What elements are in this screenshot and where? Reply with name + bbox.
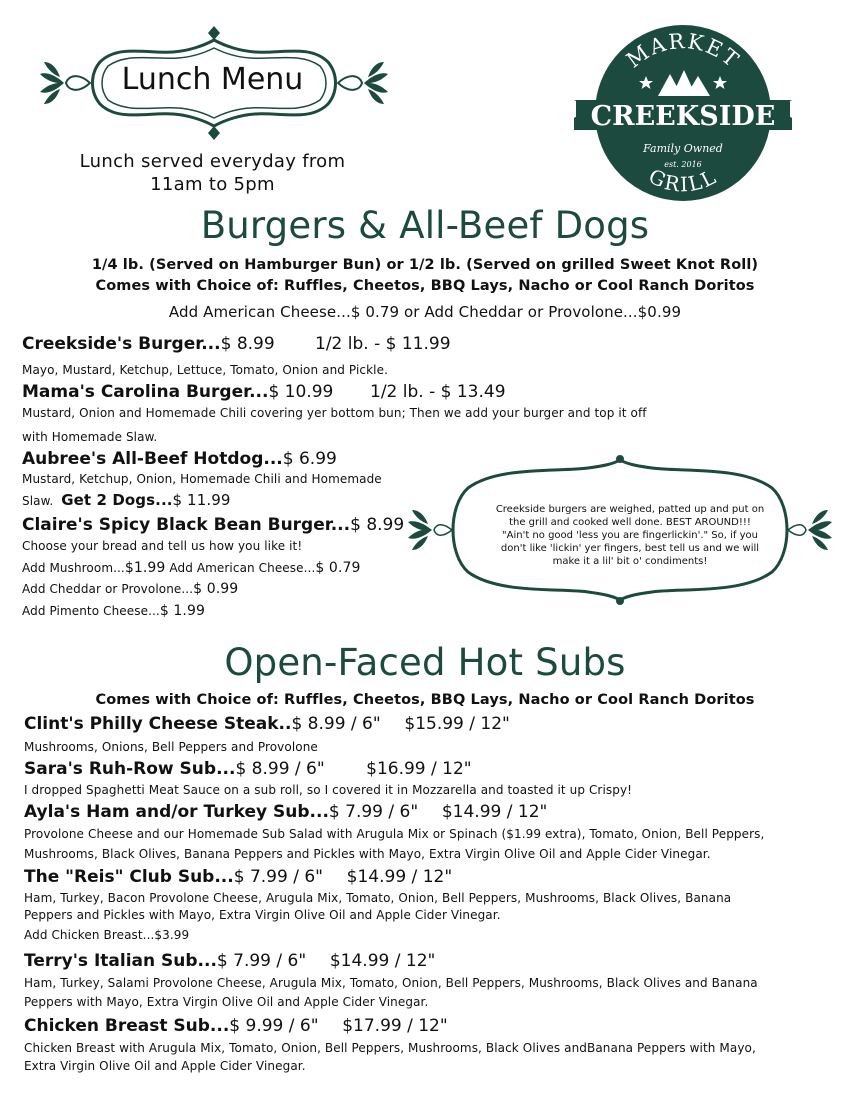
menu-item-title bbox=[24, 1016, 448, 1036]
item-price-12: $14.99 / 12" bbox=[329, 951, 436, 971]
description-line: Provolone Cheese and our Homemade Sub Salad with Arugula Mix or Spinach ($1.99 extra), Tomato, Onion, Bell Peppers, bbox=[24, 827, 765, 841]
deal-text: Get 2 Dogs... bbox=[61, 491, 173, 509]
item-name: Clint's Philly Cheese Steak.. bbox=[24, 714, 292, 734]
callout-text bbox=[455, 503, 805, 568]
item-price-12: $16.99 / 12" bbox=[366, 759, 472, 779]
item-name: Terry's Italian Sub... bbox=[24, 951, 217, 971]
creekside-logo bbox=[572, 22, 794, 204]
item-price: $ 6.99 bbox=[282, 449, 337, 469]
add-on-price: $ 1.99 bbox=[159, 602, 205, 619]
description-line: Peppers with Mayo, Extra Virgin Olive Oil and Apple Cider Vinegar. bbox=[24, 995, 429, 1009]
menu-item-title bbox=[22, 382, 333, 402]
menu-item-title bbox=[24, 951, 435, 971]
add-on-price: $ 0.99 bbox=[193, 581, 239, 597]
deal-price: $ 11.99 bbox=[172, 491, 231, 509]
menu-item-title bbox=[22, 334, 275, 354]
burgers-info-line-3: Add American Cheese...$ 0.79 or Add Cheddar or Provolone...$0.99 bbox=[168, 303, 682, 321]
add-on-label: Add Pimento Cheese... bbox=[22, 603, 160, 618]
item-description: I dropped Spaghetti Meat Sauce on a sub roll, so I covered it in Mozzarella and toasted it up Crispy! bbox=[24, 783, 633, 797]
lunch-hours bbox=[40, 150, 385, 196]
item-name: Aubree's All-Beef Hotdog... bbox=[22, 449, 283, 469]
callout-line: don't like 'lickin' yer fingers, best tell us and we will bbox=[500, 543, 760, 554]
item-price-6: $ 7.99 / 6" bbox=[233, 867, 323, 887]
logo-top-word: MARKET bbox=[622, 28, 745, 73]
item-name: Ayla's Ham and/or Turkey Sub... bbox=[24, 802, 329, 822]
logo-tagline: Family Owned bbox=[643, 142, 723, 155]
description-line: Ham, Turkey, Salami Provolone Cheese, Arugula Mix, Tomato, Onion, Bell Peppers, Mushrooms, Black Olives and Banana bbox=[24, 976, 758, 990]
item-name: Creekside's Burger... bbox=[22, 334, 221, 354]
add-on-label: Add Cheddar or Provolone... bbox=[22, 582, 194, 596]
item-price-6: $ 7.99 / 6" bbox=[216, 951, 307, 971]
menu-item-title bbox=[24, 867, 452, 887]
item-name: Claire's Spicy Black Bean Burger... bbox=[22, 515, 351, 535]
add-on-line bbox=[22, 601, 361, 623]
menu-item-title bbox=[24, 802, 547, 822]
lunch-menu-title: Lunch Menu bbox=[121, 62, 304, 97]
hours-line-2: 11am to 5pm bbox=[150, 174, 275, 195]
description-line: Ham, Turkey, Bacon Provolone Cheese, Arugula Mix, Tomato, Onion, Bell Peppers, Mushrooms, Black Olives, Banana bbox=[24, 891, 732, 905]
callout-line: make it a lil' bit o' condiments! bbox=[552, 556, 708, 567]
item-alt-price: 1/2 lb. - $ 11.99 bbox=[315, 334, 451, 354]
callout-line: Creekside burgers are weighed, patted up and put on bbox=[495, 504, 765, 515]
item-description bbox=[22, 536, 361, 622]
add-on-label: Add American Cheese... bbox=[169, 560, 316, 575]
item-description bbox=[24, 974, 758, 1012]
item-price-12: $17.99 / 12" bbox=[342, 1016, 448, 1036]
logo-name: CREEKSIDE bbox=[590, 101, 776, 132]
add-on-price: $1.99 bbox=[124, 559, 166, 576]
item-price-12: $15.99 / 12" bbox=[404, 714, 510, 734]
description-line: Extra Virgin Olive Oil and Apple Cider Vinegar. bbox=[24, 1059, 306, 1073]
item-name: Mama's Carolina Burger... bbox=[22, 382, 269, 402]
description-line: Mustard, Onion and Homemade Chili covering yer bottom bun; Then we add your burger and top it off bbox=[22, 406, 647, 420]
item-description bbox=[22, 403, 647, 448]
item-alt-price: 1/2 lb. - $ 13.49 bbox=[370, 382, 506, 402]
logo-bottom-word: GRILL bbox=[644, 163, 722, 197]
burgers-info-line-2: Comes with Choice of: Ruffles, Cheetos, BBQ Lays, Nacho or Cool Ranch Doritos bbox=[95, 278, 755, 294]
callout-line: the grill and cooked well done. BEST AROUND!!! bbox=[509, 517, 751, 528]
description-line: Chicken Breast with Arugula Mix, Tomato, Onion, Bell Peppers, Mushrooms, Black Olives andBanana Peppers with Mayo, bbox=[24, 1041, 756, 1055]
description-line: Choose your bread and tell us how you like it! bbox=[22, 539, 303, 553]
item-name: Chicken Breast Sub... bbox=[24, 1016, 230, 1036]
add-on-label: Add Mushroom... bbox=[22, 560, 125, 575]
item-price-6: $ 9.99 / 6" bbox=[229, 1016, 319, 1036]
item-description: Mayo, Mustard, Ketchup, Lettuce, Tomato, Onion and Pickle. bbox=[22, 363, 388, 377]
subs-info-line: Comes with Choice of: Ruffles, Cheetos, BBQ Lays, Nacho or Cool Ranch Doritos bbox=[95, 692, 755, 708]
subs-section-title: Open-Faced Hot Subs bbox=[224, 641, 626, 684]
description-line: with Homemade Slaw. bbox=[22, 430, 158, 444]
item-price-6: $ 8.99 / 6" bbox=[235, 759, 325, 779]
item-description bbox=[24, 1039, 756, 1075]
item-description bbox=[22, 469, 382, 512]
description-line: Peppers and Pickles with Mayo, Extra Virgin Olive Oil and Apple Cider Vinegar. bbox=[24, 908, 501, 922]
item-description bbox=[24, 890, 731, 944]
description-line bbox=[22, 490, 382, 512]
item-price-12: $14.99 / 12" bbox=[346, 867, 453, 887]
menu-item-title bbox=[24, 759, 472, 779]
callout-line: "Ain't no good 'less you are fingerlickin'." So, if you bbox=[502, 530, 758, 541]
item-name: Sara's Ruh-Row Sub... bbox=[24, 759, 236, 779]
hours-line-1: Lunch served everyday from bbox=[79, 151, 346, 172]
burgers-info-line-1: 1/4 lb. (Served on Hamburger Bun) or 1/2 lb. (Served on grilled Sweet Knot Roll) bbox=[91, 257, 759, 273]
description-line: Mushrooms, Black Olives, Banana Peppers and Pickles with Mayo, Extra Virgin Olive Oil and Apple Cider Vinegar. bbox=[24, 847, 711, 861]
item-price: $ 8.99 bbox=[220, 334, 275, 354]
item-price-6: $ 8.99 / 6" bbox=[291, 714, 381, 734]
item-name: The "Reis" Club Sub... bbox=[24, 867, 234, 887]
description-line: Add Chicken Breast...$3.99 bbox=[24, 928, 190, 942]
add-on-line bbox=[22, 558, 361, 580]
description-line: Mustard, Ketchup, Onion, Homemade Chili and Homemade bbox=[22, 472, 382, 486]
add-on-line bbox=[22, 579, 361, 601]
menu-item-title bbox=[22, 515, 404, 535]
logo-est: est. 2016 bbox=[664, 160, 702, 169]
item-description: Mushrooms, Onions, Bell Peppers and Provolone bbox=[24, 740, 318, 754]
menu-item-title bbox=[22, 449, 337, 469]
item-price: $ 10.99 bbox=[268, 382, 334, 402]
item-description bbox=[24, 824, 764, 864]
menu-item-title bbox=[24, 714, 510, 734]
burgers-section-title: Burgers & All-Beef Dogs bbox=[200, 204, 650, 247]
item-price: $ 8.99 bbox=[350, 515, 405, 535]
add-on-price: $ 0.79 bbox=[315, 559, 361, 576]
item-price-12: $14.99 / 12" bbox=[441, 802, 548, 822]
item-price-6: $ 7.99 / 6" bbox=[328, 802, 419, 822]
desc-text: Slaw. bbox=[22, 494, 54, 508]
